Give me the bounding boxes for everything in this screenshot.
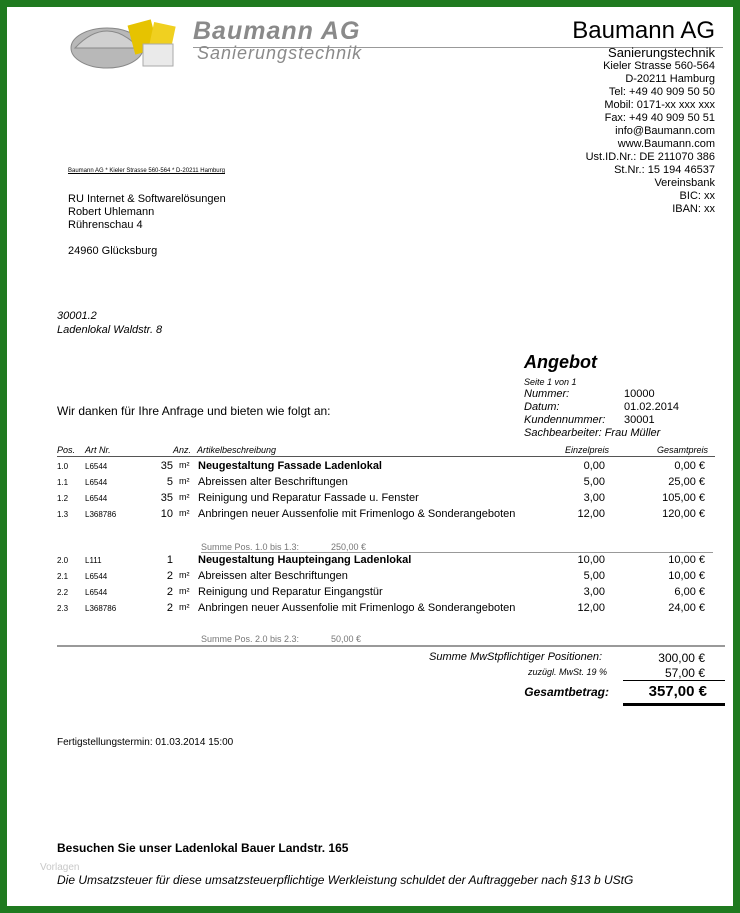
- row-unit-type: m²: [179, 602, 190, 612]
- offer-label: Kundennummer:: [524, 414, 606, 426]
- row-unit: 0,00: [583, 460, 605, 472]
- grand-value: 357,00 €: [648, 683, 707, 700]
- net-value: 300,00 €: [658, 651, 705, 665]
- row-art: L6544: [85, 478, 108, 487]
- row-unit: 3,00: [583, 492, 605, 504]
- row-qty: 1: [166, 554, 173, 566]
- rows-group-1: [7, 460, 733, 524]
- company-line: Ust.ID.Nr.: DE 211070 386: [585, 151, 715, 163]
- logo-subtitle: Sanierungstechnik: [197, 43, 363, 63]
- company-name: Baumann AG: [572, 17, 715, 44]
- header-divider: [57, 456, 715, 457]
- subtotal-divider: [201, 552, 713, 553]
- offer-value: 01.02.2014: [624, 401, 680, 413]
- company-line: BIC: xx: [679, 190, 715, 202]
- row-qty: 10: [160, 508, 173, 520]
- row-desc: Neugestaltung Fassade Ladenlokal: [198, 460, 382, 472]
- sender-line: Baumann AG * Kieler Strasse 560-564 * D-20211 Hamburg: [68, 168, 225, 174]
- row-unit: 12,00: [577, 602, 605, 614]
- row-total: 6,00 €: [674, 586, 705, 598]
- row-qty: 2: [166, 586, 173, 598]
- row-pos: 2.0: [57, 556, 69, 565]
- intro-text: Wir danken für Ihre Anfrage und bieten wie folgt an:: [57, 404, 331, 418]
- row-qty: 35: [160, 460, 173, 472]
- header-unit: Einzelpreis: [565, 445, 610, 455]
- recipient-line: RU Internet & Softwarelösungen: [68, 193, 226, 205]
- company-line: St.Nr.: 15 194 46537: [614, 164, 715, 176]
- offer-field-labels: [524, 388, 605, 427]
- reference-location: Ladenlokal Waldstr. 8: [57, 324, 163, 336]
- row-qty: 2: [166, 602, 173, 614]
- table-row: [7, 460, 733, 476]
- table-row: [7, 476, 733, 492]
- row-total: 105,00 €: [662, 492, 705, 504]
- row-total: 10,00 €: [668, 570, 705, 582]
- row-desc: Abreissen alter Beschriftungen: [198, 476, 348, 488]
- table-row: [7, 508, 733, 524]
- row-total: 24,00 €: [668, 602, 705, 614]
- row-unit-type: m²: [179, 476, 190, 486]
- row-art: L6544: [85, 588, 108, 597]
- visit-note: Besuchen Sie unser Ladenlokal Bauer Landstr. 165: [57, 841, 349, 855]
- table-row: [7, 492, 733, 508]
- row-total: 0,00 €: [674, 460, 705, 472]
- net-label: Summe MwStpflichtiger Positionen:: [428, 651, 602, 663]
- row-unit-type: m²: [179, 570, 190, 580]
- row-unit: 12,00: [577, 508, 605, 520]
- table-row: [7, 602, 733, 618]
- offer-label: Nummer:: [524, 388, 570, 400]
- row-art: L6544: [85, 494, 108, 503]
- row-unit-type: m²: [179, 460, 190, 470]
- vat-value: 57,00 €: [664, 666, 705, 680]
- offer-value: 10000: [624, 388, 655, 400]
- company-line: Mobil: 0171-xx xxx xxx: [604, 99, 715, 111]
- header-qty: Anz.: [173, 445, 192, 455]
- table-row: [7, 570, 733, 586]
- company-line: info@Baumann.com: [615, 125, 715, 137]
- row-unit: 5,00: [583, 570, 605, 582]
- row-pos: 1.1: [57, 478, 69, 487]
- recipient-line: 24960 Glücksburg: [68, 245, 158, 257]
- recipient-line: [68, 232, 226, 245]
- row-qty: 2: [166, 570, 173, 582]
- row-art: L368786: [85, 510, 117, 519]
- row-pos: 2.1: [57, 572, 69, 581]
- grand-label: Gesamtbetrag:: [524, 685, 609, 699]
- reference-number: 30001.2: [57, 310, 97, 322]
- row-art: L6544: [85, 572, 108, 581]
- header-art: Art Nr.: [85, 445, 111, 455]
- row-desc: Reinigung und Reparatur Eingangstür: [198, 586, 383, 598]
- subtotal-value: 50,00 €: [331, 634, 362, 644]
- row-pos: 1.3: [57, 510, 69, 519]
- row-art: L111: [85, 556, 102, 565]
- row-total: 120,00 €: [662, 508, 705, 520]
- recipient-line: Robert Uhlemann: [68, 206, 155, 218]
- row-unit: 3,00: [583, 586, 605, 598]
- company-line: www.Baumann.com: [617, 138, 715, 150]
- vat-label: zuzügl. MwSt. 19 %: [527, 667, 607, 677]
- subtotal-label: Summe Pos. 1.0 bis 1.3:: [201, 542, 300, 552]
- vat-note: Die Umsatzsteuer für diese umsatzsteuerpflichtige Werkleistung schuldet der Auftraggeber nach §13 b UStG: [57, 873, 634, 887]
- row-pos: 2.2: [57, 588, 69, 597]
- row-unit: 10,00: [577, 554, 605, 566]
- table-row: [7, 586, 733, 602]
- row-unit-type: m²: [179, 492, 190, 502]
- subtotal-value: 250,00 €: [331, 542, 367, 552]
- row-art: L6544: [85, 462, 108, 471]
- document-page: [7, 7, 733, 906]
- header-pos: Pos.: [57, 445, 76, 455]
- table-row: [7, 554, 733, 570]
- offer-title: Angebot: [524, 352, 597, 372]
- company-line: IBAN: xx: [672, 203, 715, 215]
- row-desc: Anbringen neuer Aussenfolie mit Frimenlogo & Sonderangeboten: [198, 508, 516, 520]
- logo-graphic: [65, 14, 191, 76]
- offer-label: Datum:: [524, 401, 560, 413]
- company-line: Tel: +49 40 909 50 50: [608, 86, 715, 98]
- company-line: Vereinsbank: [654, 177, 715, 189]
- row-desc: Abreissen alter Beschriftungen: [198, 570, 348, 582]
- company-line: Kieler Strasse 560-564: [603, 60, 715, 72]
- header-total: Gesamtpreis: [657, 445, 709, 455]
- company-line: D-20211 Hamburg: [625, 73, 715, 85]
- row-unit-type: m²: [179, 586, 190, 596]
- offer-page: Seite 1 von 1: [524, 377, 577, 387]
- table-bottom-divider: [57, 645, 725, 647]
- row-pos: 1.2: [57, 494, 69, 503]
- row-unit-type: m²: [179, 508, 190, 518]
- company-details: [415, 60, 715, 216]
- offer-field-values: [624, 388, 679, 427]
- rows-group-2: [7, 554, 733, 618]
- watermark: Vorlagen: [40, 862, 80, 873]
- row-desc: Reinigung und Reparatur Fassade u. Fenster: [198, 492, 419, 504]
- subtotal-label: Summe Pos. 2.0 bis 2.3:: [201, 634, 300, 644]
- row-pos: 1.0: [57, 462, 69, 471]
- vat-underline: [623, 680, 725, 681]
- row-total: 25,00 €: [668, 476, 705, 488]
- header-desc: Artikelbeschreibung: [197, 445, 277, 455]
- recipient-address: [68, 193, 226, 258]
- row-desc: Neugestaltung Haupteingang Ladenlokal: [198, 554, 412, 566]
- row-qty: 35: [160, 492, 173, 504]
- offer-value: 30001: [624, 414, 655, 426]
- row-qty: 5: [166, 476, 173, 488]
- grand-underline: [623, 703, 725, 706]
- logo-title: Baumann AG: [193, 17, 361, 45]
- offer-clerk: Sachbearbeiter: Frau Müller: [524, 427, 661, 439]
- row-desc: Anbringen neuer Aussenfolie mit Frimenlogo & Sonderangeboten: [198, 602, 516, 614]
- company-line: Fax: +49 40 909 50 51: [604, 112, 715, 124]
- row-art: L368786: [85, 604, 117, 613]
- recipient-line: Rührenschau 4: [68, 219, 143, 231]
- row-unit: 5,00: [583, 476, 605, 488]
- row-pos: 2.3: [57, 604, 69, 613]
- company-line: Sanierungstechnik: [608, 45, 715, 60]
- row-total: 10,00 €: [668, 554, 705, 566]
- completion-date: Fertigstellungstermin: 01.03.2014 15:00: [57, 737, 234, 748]
